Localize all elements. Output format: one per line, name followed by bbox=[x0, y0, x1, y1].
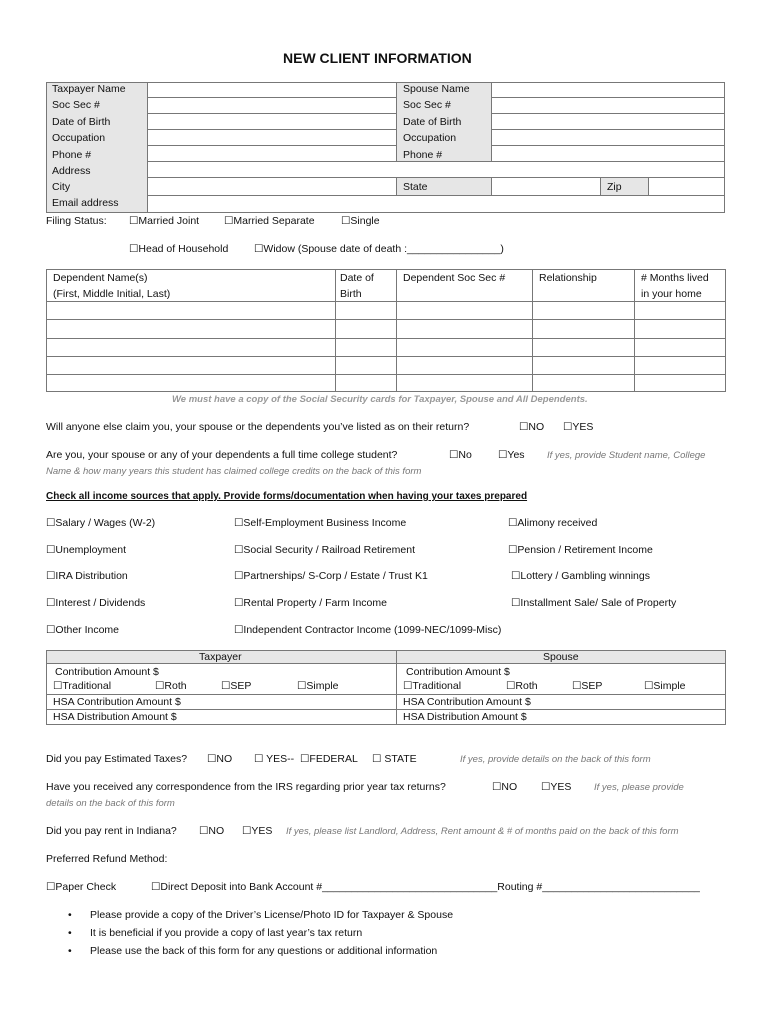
claim-question: Will anyone else claim you, your spouse or the dependents you’ve listed as on their return? bbox=[46, 421, 470, 433]
dep-row-1-input[interactable] bbox=[46, 302, 335, 319]
income-other-checkbox[interactable]: ☐Other Income bbox=[46, 624, 120, 636]
taxpayer-sep-checkbox[interactable]: ☐SEP bbox=[221, 680, 252, 692]
filing-status-label: Filing Status: bbox=[46, 215, 107, 227]
spouse-simple-checkbox[interactable]: ☐Simple bbox=[644, 680, 686, 692]
label-taxpayer-name: Taxpayer Name bbox=[52, 83, 126, 95]
city-field[interactable] bbox=[147, 177, 397, 196]
label-email: Email address bbox=[52, 197, 119, 209]
taxpayer-name-field[interactable] bbox=[147, 82, 397, 98]
dep-header-ssn: Dependent Soc Sec # bbox=[403, 272, 506, 284]
label-spouse-occupation: Occupation bbox=[403, 132, 457, 144]
irs-note-2: details on the back of this form bbox=[46, 798, 175, 809]
filing-single-checkbox[interactable]: ☐Single bbox=[341, 215, 380, 227]
retirement-header-row bbox=[46, 650, 726, 664]
dep-row-4-input[interactable] bbox=[46, 357, 335, 374]
filing-widow-checkbox[interactable]: ☐Widow (Spouse date of death :________________) bbox=[254, 243, 504, 255]
taxpayer-traditional-checkbox[interactable]: ☐Traditional bbox=[53, 680, 112, 692]
spouse-hsa-distribution: HSA Distribution Amount $ bbox=[403, 711, 527, 723]
income-installment-checkbox[interactable]: ☐Installment Sale/ Sale of Property bbox=[511, 597, 677, 609]
irs-question: Have you received any correspondence from the IRS regarding prior year tax returns? bbox=[46, 781, 446, 793]
refund-direct-deposit-checkbox[interactable]: ☐Direct Deposit into Bank Account #______________________________Routing #___________________________ bbox=[151, 881, 700, 893]
student-note-2: Name & how many years this student has claimed college credits on the back of this form bbox=[46, 466, 422, 477]
dep-header-months-2: in your home bbox=[641, 288, 702, 300]
bullet-last-year-return: • It is beneficial if you provide a copy of last year’s tax return bbox=[90, 927, 362, 939]
estimated-question: Did you pay Estimated Taxes? bbox=[46, 753, 188, 765]
income-social-security-checkbox[interactable]: ☐Social Security / Railroad Retirement bbox=[234, 544, 415, 556]
student-question: Are you, your spouse or any of your dependents a full time college student? bbox=[46, 449, 398, 461]
label-city: City bbox=[52, 181, 71, 193]
income-header: Check all income sources that apply. Provide forms/documentation when having your taxes prepared bbox=[46, 491, 528, 502]
retirement-divider bbox=[396, 650, 397, 725]
label-taxpayer-dob: Date of Birth bbox=[52, 116, 111, 128]
taxpayer-ssn-field[interactable] bbox=[147, 97, 397, 114]
taxpayer-roth-checkbox[interactable]: ☐Roth bbox=[155, 680, 187, 692]
taxpayer-hsa-contribution: HSA Contribution Amount $ bbox=[53, 696, 181, 708]
estimated-no-checkbox[interactable]: ☐NO bbox=[207, 753, 233, 765]
retirement-spouse-header: Spouse bbox=[543, 651, 579, 663]
student-no-checkbox[interactable]: ☐No bbox=[449, 449, 472, 461]
spouse-ssn-field[interactable] bbox=[491, 97, 725, 114]
label-taxpayer-ssn: Soc Sec # bbox=[52, 99, 100, 111]
label-spouse-ssn: Soc Sec # bbox=[403, 99, 451, 111]
dep-header-name-2: (First, Middle Initial, Last) bbox=[53, 288, 171, 300]
label-spouse-phone: Phone # bbox=[403, 149, 443, 161]
zip-field[interactable] bbox=[648, 177, 725, 196]
dep-row-5-input[interactable] bbox=[46, 375, 335, 392]
spouse-traditional-checkbox[interactable]: ☐Traditional bbox=[403, 680, 462, 692]
refund-method-label: Preferred Refund Method: bbox=[46, 853, 168, 865]
estimated-state-checkbox[interactable]: ☐ STATE bbox=[372, 753, 417, 765]
taxpayer-dob-field[interactable] bbox=[147, 113, 397, 130]
spouse-dob-field[interactable] bbox=[491, 113, 725, 130]
dep-header-dob-2: Birth bbox=[340, 288, 362, 300]
rent-note: If yes, please list Landlord, Address, Rent amount & # of months paid on the back of this form bbox=[286, 826, 679, 837]
dep-header-relationship: Relationship bbox=[539, 272, 597, 284]
claim-yes-checkbox[interactable]: ☐YES bbox=[563, 421, 594, 433]
dep-row-2-input[interactable] bbox=[46, 320, 335, 337]
state-field[interactable] bbox=[491, 177, 601, 196]
dep-header-months-1: # Months lived bbox=[641, 272, 709, 284]
estimated-federal-checkbox[interactable]: ☐FEDERAL bbox=[300, 753, 358, 765]
retirement-row-line bbox=[46, 694, 726, 695]
income-pension-checkbox[interactable]: ☐Pension / Retirement Income bbox=[508, 544, 653, 556]
irs-no-checkbox[interactable]: ☐NO bbox=[492, 781, 518, 793]
filing-married-separate-checkbox[interactable]: ☐Married Separate bbox=[224, 215, 315, 227]
income-interest-checkbox[interactable]: ☐Interest / Dividends bbox=[46, 597, 146, 609]
taxpayer-hsa-distribution: HSA Distribution Amount $ bbox=[53, 711, 177, 723]
label-state: State bbox=[403, 181, 428, 193]
bullet-drivers-license: • Please provide a copy of the Driver’s License/Photo ID for Taxpayer & Spouse bbox=[90, 909, 453, 921]
label-taxpayer-phone: Phone # bbox=[52, 149, 92, 161]
refund-paper-check-checkbox[interactable]: ☐Paper Check bbox=[46, 881, 117, 893]
dep-header-dob-1: Date of bbox=[340, 272, 374, 284]
filing-married-joint-checkbox[interactable]: ☐Married Joint bbox=[129, 215, 200, 227]
spouse-occupation-field[interactable] bbox=[491, 129, 725, 146]
rent-no-checkbox[interactable]: ☐NO bbox=[199, 825, 225, 837]
irs-yes-checkbox[interactable]: ☐YES bbox=[541, 781, 572, 793]
label-spouse-dob: Date of Birth bbox=[403, 116, 462, 128]
spouse-sep-checkbox[interactable]: ☐SEP bbox=[572, 680, 603, 692]
bullet-back-of-form: • Please use the back of this form for any questions or additional information bbox=[90, 945, 437, 957]
page-title: NEW CLIENT INFORMATION bbox=[283, 50, 472, 66]
income-contractor-checkbox[interactable]: ☐Independent Contractor Income (1099-NEC/1099-Misc) bbox=[234, 624, 502, 636]
email-field[interactable] bbox=[147, 195, 725, 213]
income-lottery-checkbox[interactable]: ☐Lottery / Gambling winnings bbox=[511, 570, 650, 582]
income-alimony-checkbox[interactable]: ☐Alimony received bbox=[508, 517, 598, 529]
address-field[interactable] bbox=[147, 161, 725, 178]
income-self-employment-checkbox[interactable]: ☐Self-Employment Business Income bbox=[234, 517, 407, 529]
rent-yes-checkbox[interactable]: ☐YES bbox=[242, 825, 273, 837]
claim-no-checkbox[interactable]: ☐NO bbox=[519, 421, 545, 433]
income-unemployment-checkbox[interactable]: ☐Unemployment bbox=[46, 544, 127, 556]
spouse-roth-checkbox[interactable]: ☐Roth bbox=[506, 680, 538, 692]
ss-card-note: We must have a copy of the Social Security cards for Taxpayer, Spouse and All Dependents. bbox=[172, 394, 588, 405]
income-ira-checkbox[interactable]: ☐IRA Distribution bbox=[46, 570, 128, 582]
label-taxpayer-occupation: Occupation bbox=[52, 132, 106, 144]
dep-header-name-1: Dependent Name(s) bbox=[53, 272, 148, 284]
dep-row-3-input[interactable] bbox=[46, 339, 335, 356]
spouse-contribution-label: Contribution Amount $ bbox=[406, 666, 510, 678]
label-zip: Zip bbox=[607, 181, 622, 193]
taxpayer-phone-field[interactable] bbox=[147, 145, 397, 162]
student-note-1: If yes, provide Student name, College bbox=[547, 450, 706, 461]
retirement-row-line bbox=[46, 709, 726, 710]
filing-head-household-checkbox[interactable]: ☐Head of Household bbox=[129, 243, 229, 255]
label-address: Address bbox=[52, 165, 91, 177]
student-yes-checkbox[interactable]: ☐Yes bbox=[498, 449, 525, 461]
retirement-taxpayer-header: Taxpayer bbox=[199, 651, 242, 663]
spouse-name-field[interactable] bbox=[491, 82, 725, 98]
income-rental-checkbox[interactable]: ☐Rental Property / Farm Income bbox=[234, 597, 387, 609]
rent-question: Did you pay rent in Indiana? bbox=[46, 825, 177, 837]
spouse-phone-field[interactable] bbox=[491, 145, 725, 162]
taxpayer-occupation-field[interactable] bbox=[147, 129, 397, 146]
taxpayer-simple-checkbox[interactable]: ☐Simple bbox=[297, 680, 339, 692]
spouse-hsa-contribution: HSA Contribution Amount $ bbox=[403, 696, 531, 708]
estimated-yes-checkbox[interactable]: ☐ YES-- bbox=[254, 753, 295, 765]
income-partnerships-checkbox[interactable]: ☐Partnerships/ S-Corp / Estate / Trust K1 bbox=[234, 570, 428, 582]
irs-note-1: If yes, please provide bbox=[594, 782, 684, 793]
taxpayer-contribution-label: Contribution Amount $ bbox=[55, 666, 159, 678]
estimated-note: If yes, provide details on the back of this form bbox=[460, 754, 651, 765]
income-salary-checkbox[interactable]: ☐Salary / Wages (W-2) bbox=[46, 517, 156, 529]
label-spouse-name: Spouse Name bbox=[403, 83, 470, 95]
